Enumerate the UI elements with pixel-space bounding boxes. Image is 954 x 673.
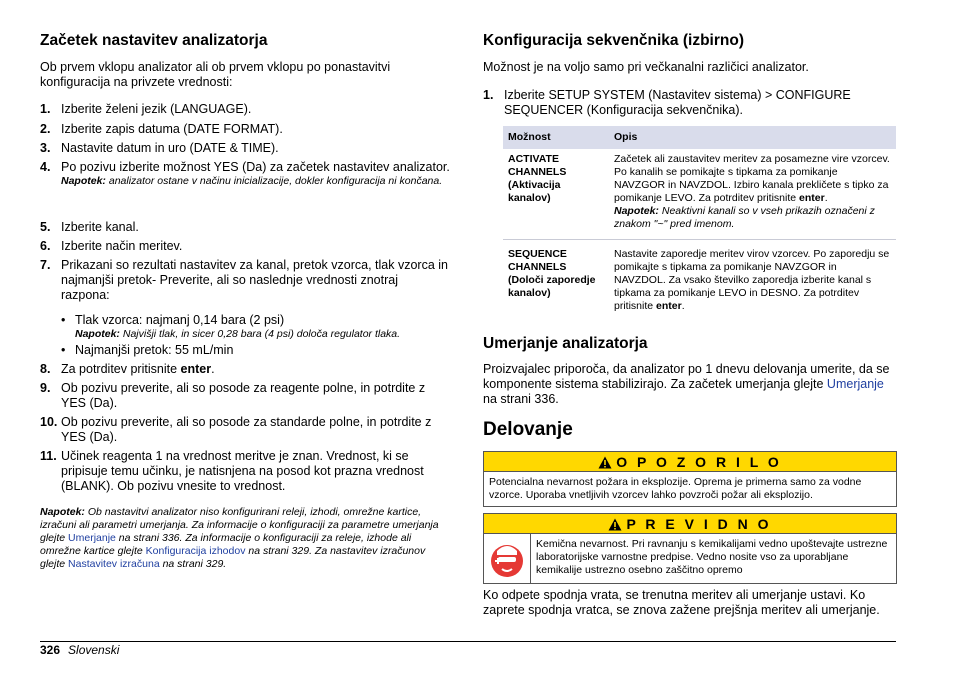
- step-number: 11.: [40, 449, 57, 463]
- step-text: Za potrditev pritisnite: [61, 362, 181, 376]
- setup-intro: Ob prvem vklopu analizator ali ob prvem vklopu po ponastavitvi konfiguracija na privzete vrednosti:: [40, 60, 391, 89]
- step-number: 5.: [40, 220, 51, 234]
- desc-text-end: .: [824, 192, 828, 204]
- link-umerjanje[interactable]: Umerjanje: [68, 532, 116, 544]
- bullet-item: [61, 343, 450, 358]
- step-number: 1.: [483, 88, 494, 102]
- step-number: 9.: [40, 381, 51, 395]
- step-note: analizator ostane v načinu inicializacije, dokler konfiguracija ni končana.: [108, 175, 443, 187]
- enter-key-label: enter: [656, 300, 682, 312]
- table-row: [503, 149, 896, 240]
- note-label: Napotek:: [40, 506, 85, 518]
- caution-text: Kemična nevarnost. Pri ravnanju s kemikalijami vedno upoštevajte ustrezne laboratorijske varnostne predpise. Vedno nosite vso za uporabljane kemikalije ustrezno osebno zaščitno opremo: [536, 538, 888, 576]
- caution-header: [484, 514, 896, 534]
- enter-key-label: enter: [799, 192, 825, 204]
- step-text: Izberite način meritev.: [61, 239, 183, 253]
- step-9: [40, 381, 450, 411]
- step-4: [40, 160, 450, 188]
- note-label: Napotek:: [61, 175, 106, 187]
- caution-body: [484, 534, 896, 583]
- step-number: 3.: [40, 141, 51, 155]
- step-number: 6.: [40, 239, 51, 253]
- step-number: 1.: [40, 102, 51, 116]
- section-heading-sequencer: Konfiguracija sekvenčnika (izbirno): [483, 32, 744, 49]
- bullet-text: Najmanjši pretok: 55 mL/min: [75, 343, 234, 357]
- step-10: [40, 415, 450, 445]
- sequencer-step-1: [483, 88, 897, 118]
- desc-text: Začetek ali zaustavitev meritev za posamezne vire vzorcev. Po kanalih se pomikajte s tipkama za pomikanje NAVZGOR in NAVZDOL. Izbiro kanala prekličete s tipko za pomikanje LEVO. Za potrditev pritisnite: [614, 153, 890, 204]
- para-text-end: na strani 336.: [483, 392, 559, 406]
- step-3: [40, 141, 450, 156]
- warning-box: [483, 451, 897, 507]
- link-konfiguracija-izhodov[interactable]: Konfiguracija izhodov: [145, 545, 246, 557]
- sequencer-intro: Možnost je na voljo samo pri večkanalni različici analizator.: [483, 60, 809, 74]
- note-text: Ob nastavitvi analizator niso konfigurirani releji, izhodi, omrežne kartice, izračuni ali parametri umerjanja. Za informacije o konfiguraciji za parametre umerjanja glejte: [40, 506, 439, 544]
- note-label: Napotek:: [614, 205, 659, 217]
- section-heading-setup: Začetek nastavitev analizatorja: [40, 32, 268, 49]
- caution-box: [483, 513, 897, 584]
- sequencer-options-table: [503, 126, 896, 317]
- warning-triangle-icon: [598, 456, 612, 469]
- note-text: na strani 329.: [159, 558, 227, 570]
- step-6: [40, 239, 450, 254]
- step-text: Ob pozivu preverite, ali so posode za standarde polne, in potrdite z YES (Da).: [61, 415, 432, 444]
- warning-text: Potencialna nevarnost požara in eksplozije. Oprema je primerna samo za vodne vzorce. Uporaba vnetljivih vzorcev lahko povzroči požar ali eksplozijo.: [489, 476, 862, 501]
- section-heading-calibration: Umerjanje analizatorja: [483, 335, 648, 352]
- step-text: Izberite zapis datuma (DATE FORMAT).: [61, 122, 283, 136]
- footer-rule: [40, 641, 896, 642]
- option-activate-channels: ACTIVATE CHANNELS (Aktivacija kanalov): [503, 149, 609, 240]
- bullet-text: Tlak vzorca: najmanj 0,14 bara (2 psi): [75, 313, 285, 327]
- warning-title: O P O Z O R I L O: [616, 454, 782, 470]
- step-1: [40, 102, 450, 117]
- page-footer: [40, 643, 119, 658]
- bullet-dot: •: [61, 343, 66, 357]
- step-text: Prikazani so rezultati nastavitev za kanal, pretok vzorca, tlak vzorca in najmanjši pretok- Preverite, ali so naslednje vrednosti znotraj razpona:: [61, 258, 448, 302]
- step-text: Ob pozivu preverite, ali so posode za reagente polne, in potrdite z YES (Da).: [61, 381, 426, 410]
- table-header-description: Opis: [609, 126, 896, 149]
- step-text: Izberite SETUP SYSTEM (Nastavitev sistema) > CONFIGURE SEQUENCER (Konfiguracija sekvenčnika).: [504, 88, 851, 117]
- ppe-icon-cell: [484, 534, 531, 583]
- step-number: 2.: [40, 122, 51, 136]
- bullet-dot: •: [61, 313, 66, 327]
- note-text: na strani 336. Za informacije o konfiguraciji za releje, izhode ali omrežne kartice glejte: [40, 532, 412, 557]
- calibration-paragraph: [483, 362, 897, 407]
- option-description: [609, 240, 896, 318]
- table-row: [503, 240, 896, 318]
- step-text: Po pozivu izberite možnost YES (Da) za začetek nastavitev analizator.: [61, 160, 450, 174]
- warning-header: [484, 452, 896, 472]
- step-text: Izberite kanal.: [61, 220, 139, 234]
- step-5: [40, 220, 450, 235]
- step-text-end: .: [211, 362, 215, 376]
- step-number: 10.: [40, 415, 58, 429]
- desc-text-end: .: [681, 300, 685, 312]
- option-sequence-channels: SEQUENCE CHANNELS (Določi zaporedje kanalov): [508, 248, 596, 299]
- table-header-option: Možnost: [503, 126, 609, 149]
- footer-language: Slovenski: [68, 643, 120, 657]
- enter-key-label: enter: [180, 362, 212, 376]
- step-2: [40, 122, 450, 137]
- step-number: 8.: [40, 362, 51, 376]
- step-number: 7.: [40, 258, 51, 272]
- para-text: Proizvajalec priporoča, da analizator po 1 dnevu delovanja umerite, da se komponente sistema stabilizirajo. Za začetek umerjanja glejte: [483, 362, 890, 391]
- row-note: Neaktivni kanali so v vseh prikazih označeni z znakom "~" pred imenom.: [614, 205, 875, 230]
- step-text: Izberite želeni jezik (LANGUAGE).: [61, 102, 252, 116]
- warning-triangle-icon: [608, 518, 622, 531]
- step-text: Nastavite datum in uro (DATE & TIME).: [61, 141, 279, 155]
- page-number: 326: [40, 643, 61, 657]
- link-umerjanje[interactable]: Umerjanje: [826, 377, 884, 391]
- closing-paragraph: Ko odpete spodnja vrata, se trenutna meritev ali umerjanje ustavi. Ko zaprete spodnja vratca, se znova zažene prejšnja meritev ali umerjanje.: [483, 588, 880, 617]
- caution-title: P R E V I D N O: [626, 516, 772, 532]
- bullet-note: Najvišji tlak, in sicer 0,28 bara (4 psi) določa regulator tlaka.: [122, 328, 401, 340]
- setup-bottom-note: [40, 506, 450, 571]
- option-description: [609, 149, 896, 240]
- bullet-item: [61, 313, 450, 341]
- step-text: Učinek reagenta 1 na vrednost meritve je znan. Vrednost, ki se pripisuje temu učinku, je natisnjena na posod kot prazna vrednost (BLANK). Ob pozivu vnesite to vrednost.: [61, 449, 424, 493]
- section-heading-operation: Delovanje: [483, 419, 573, 440]
- step-8: [40, 362, 450, 377]
- note-text: na strani 329. Za nastavitev izračunov glejte: [40, 545, 426, 570]
- step-7: [40, 258, 450, 303]
- note-label: Napotek:: [75, 328, 120, 340]
- step-11: [40, 449, 450, 494]
- link-nastavitev-izracuna[interactable]: Nastavitev izračuna: [68, 558, 160, 570]
- protective-equipment-icon: [490, 539, 524, 579]
- desc-text: Nastavite zaporedje meritev virov vzorcev. Po zaporedju se pomikajte s tipkama za pomikanje NAVZGOR in NAVZDOL. Za vsako številko zaporedja izberite kanal s tipkama za pomikanje LEVO in DESNO. Za potrditev pritisnite: [614, 248, 890, 312]
- step-number: 4.: [40, 160, 51, 174]
